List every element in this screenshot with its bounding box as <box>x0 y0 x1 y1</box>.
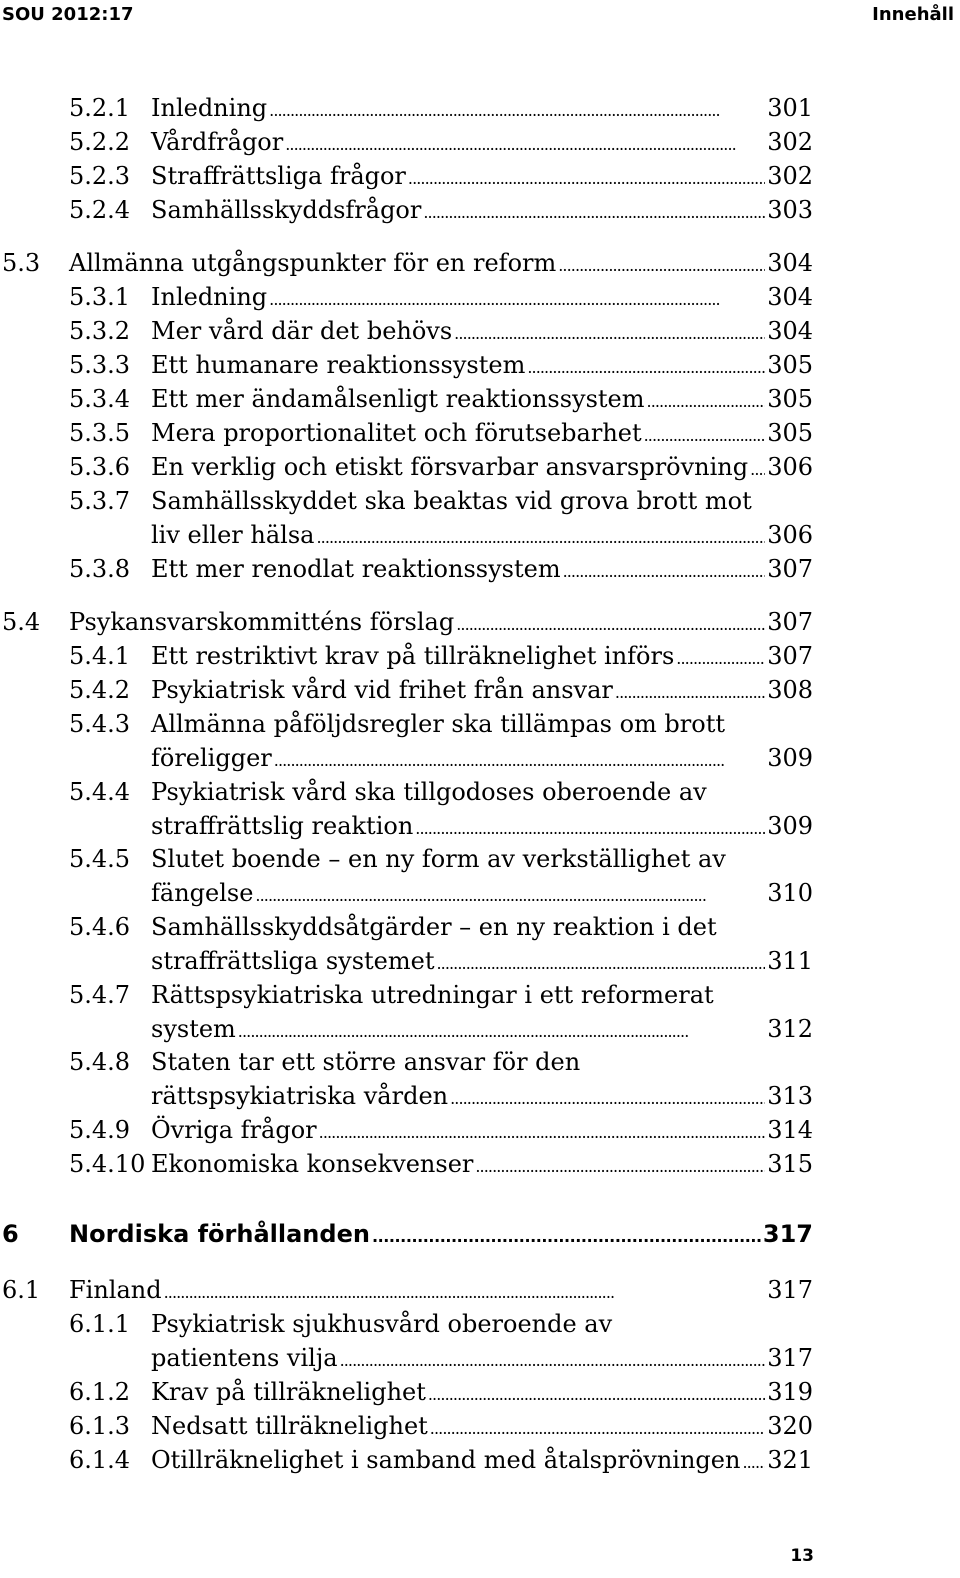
toc-entry-title: Övriga frågor <box>151 1116 317 1144</box>
toc-entry-page: 303 <box>767 196 813 224</box>
toc-entry-number: 5.3.5 <box>69 419 131 447</box>
dot-leader <box>238 1012 765 1049</box>
toc-entry-number: 5.3.3 <box>69 351 131 379</box>
toc-entry-title-line1: Psykiatrisk sjukhusvård oberoende av <box>151 1310 613 1338</box>
toc-entry-page: 304 <box>767 283 813 311</box>
toc-entry-title: Samhällsskyddsfrågor <box>151 196 422 224</box>
dot-leader <box>316 518 765 555</box>
toc-entry-title: En verklig och etiskt försvarbar ansvarsprövning <box>151 453 749 481</box>
toc-entry-number: 5.3.2 <box>69 317 131 345</box>
toc-entry-page: 314 <box>767 1116 813 1144</box>
dot-leader <box>558 246 765 283</box>
toc-entry-page: 308 <box>767 676 813 704</box>
toc-entry-title-line1: Samhällsskyddsåtgärder – en ny reaktion i det <box>151 913 717 941</box>
toc-entry-title: Inledning <box>151 283 268 311</box>
toc-entry-number: 6.1.3 <box>69 1412 131 1440</box>
toc-entry-number: 5.2.4 <box>69 196 131 224</box>
running-header <box>0 0 960 34</box>
toc-entry-title: Mera proportionalitet och förutsebarhet <box>151 419 642 447</box>
toc-entry-title: Psykiatrisk vård vid frihet från ansvar <box>151 676 613 704</box>
toc-entry-number: 5.3.7 <box>69 487 131 515</box>
toc-entry-page: 304 <box>767 317 813 345</box>
dot-leader <box>430 1409 765 1446</box>
toc-entry-number: 5.4.3 <box>69 710 131 738</box>
toc-entry-number: 5.2.3 <box>69 162 131 190</box>
toc-entry-title: Allmänna utgångspunkter för en reform <box>69 249 557 277</box>
toc-entry-number: 5.4.7 <box>69 981 131 1009</box>
dot-leader <box>372 1217 761 1254</box>
toc-entry-title-line1: Slutet boende – en ny form av verkställighet av <box>151 845 726 873</box>
dot-leader <box>269 91 765 128</box>
dot-leader <box>319 1113 766 1150</box>
toc-entry-title-line1: Allmänna påföljdsregler ska tillämpas om brott <box>151 710 725 738</box>
toc-entry-page: 315 <box>767 1150 813 1178</box>
toc-entry-page: 307 <box>767 555 813 583</box>
toc-entry-title: Krav på tillräknelighet <box>151 1378 426 1406</box>
toc-entry-page: 317 <box>767 1344 813 1372</box>
toc-entry-page: 301 <box>767 94 813 122</box>
dot-leader <box>676 639 765 676</box>
toc-entry-page: 304 <box>767 249 813 277</box>
dot-leader <box>423 193 765 230</box>
toc-entry-number: 5.4.10 <box>69 1150 146 1178</box>
toc-entry-number: 6.1.1 <box>69 1310 131 1338</box>
dot-leader <box>285 125 765 162</box>
toc-entry-page: 313 <box>767 1082 813 1110</box>
dot-leader <box>415 809 765 846</box>
toc-entry-title: system <box>151 1015 236 1043</box>
page-number: 13 <box>790 1546 814 1566</box>
toc-entry-title-line1: Staten tar ett större ansvar för den <box>151 1048 581 1076</box>
toc-entry-title: föreligger <box>151 744 272 772</box>
toc-entry-page: 305 <box>767 419 813 447</box>
dot-leader <box>450 1079 765 1116</box>
toc-entry-page: 317 <box>767 1276 813 1304</box>
section-title: Innehåll <box>872 4 954 25</box>
toc-chapter-title: Nordiska förhållanden <box>69 1220 370 1248</box>
toc-entry-number: 5.3.6 <box>69 453 131 481</box>
toc-entry-title: Inledning <box>151 94 268 122</box>
dot-leader <box>647 382 766 419</box>
document-id: SOU 2012:17 <box>2 4 134 25</box>
toc-entry-page: 310 <box>767 879 813 907</box>
toc-entry-title: Ett mer renodlat reaktionssystem <box>151 555 561 583</box>
toc-entry-number: 5.4.6 <box>69 913 131 941</box>
toc-entry-title: Psykansvarskommitténs förslag <box>69 608 455 636</box>
toc-entry-page: 309 <box>767 812 813 840</box>
toc-entry-page: 306 <box>767 521 813 549</box>
toc-entry-number: 5.4.2 <box>69 676 131 704</box>
toc-entry-number: 5.4.4 <box>69 778 131 806</box>
toc-entry-number: 5.4 <box>2 608 41 636</box>
toc-entry-number: 5.4.1 <box>69 642 131 670</box>
dot-leader <box>436 944 765 981</box>
toc-entry-page: 307 <box>767 608 813 636</box>
dot-leader <box>456 605 765 642</box>
toc-entry-page: 302 <box>767 162 813 190</box>
toc-entry-number: 5.3.1 <box>69 283 131 311</box>
toc-entry-number: 5.2.1 <box>69 94 131 122</box>
dot-leader <box>563 552 766 589</box>
dot-leader <box>742 1443 765 1480</box>
toc-entry-title: Otillräknelighet i samband med åtalsprövningen <box>151 1446 741 1474</box>
dot-leader <box>164 1273 766 1310</box>
dot-leader <box>428 1375 765 1412</box>
toc-entry-title: Straffrättsliga frågor <box>151 162 406 190</box>
toc-entry-number: 5.4.5 <box>69 845 131 873</box>
toc-entry-title: Finland <box>69 1276 162 1304</box>
toc-chapter-page: 317 <box>762 1220 813 1248</box>
dot-leader <box>750 450 765 487</box>
toc-entry-title: Ett humanare reaktionssystem <box>151 351 526 379</box>
toc-entry-title: Ett restriktivt krav på tillräknelighet införs <box>151 642 675 670</box>
toc-entry-number: 5.3.8 <box>69 555 131 583</box>
toc-entry-page: 311 <box>767 947 813 975</box>
toc-entry-title-line1: Samhällsskyddet ska beaktas vid grova brott mot <box>151 487 752 515</box>
toc-entry-number: 5.3.4 <box>69 385 131 413</box>
toc-entry-title: fängelse <box>151 879 254 907</box>
toc-entry-number: 5.3 <box>2 249 41 277</box>
toc-entry-page: 321 <box>767 1446 813 1474</box>
toc-entry-page: 309 <box>767 744 813 772</box>
dot-leader <box>475 1147 765 1184</box>
toc-entry-title-line1: Psykiatrisk vård ska tillgodoses oberoende av <box>151 778 707 806</box>
toc-entry-title: Ett mer ändamålsenligt reaktionssystem <box>151 385 645 413</box>
toc-entry-page: 312 <box>767 1015 813 1043</box>
toc-entry-title: liv eller hälsa <box>151 521 315 549</box>
toc-entry-title: Mer vård där det behövs <box>151 317 453 345</box>
toc-entry-page: 306 <box>767 453 813 481</box>
toc-chapter-number: 6 <box>2 1220 19 1248</box>
toc-entry-title-line1: Rättspsykiatriska utredningar i ett reformerat <box>151 981 714 1009</box>
dot-leader <box>454 314 765 351</box>
toc-entry-page: 319 <box>767 1378 813 1406</box>
toc-entry-page: 302 <box>767 128 813 156</box>
dot-leader <box>340 1341 766 1378</box>
dot-leader <box>408 159 765 196</box>
dot-leader <box>274 741 765 778</box>
toc-entry-title: Vårdfrågor <box>151 128 284 156</box>
toc-entry-title: Ekonomiska konsekvenser <box>151 1150 474 1178</box>
toc-entry-title: straffrättslig reaktion <box>151 812 414 840</box>
toc-entry-number: 6.1 <box>2 1276 41 1304</box>
toc-entry-number: 5.2.2 <box>69 128 131 156</box>
toc-entry-page: 305 <box>767 385 813 413</box>
toc-entry-number: 6.1.2 <box>69 1378 131 1406</box>
toc-entry-title: straffrättsliga systemet <box>151 947 435 975</box>
toc-entry-number: 5.4.9 <box>69 1116 131 1144</box>
toc-entry-number: 5.4.8 <box>69 1048 131 1076</box>
dot-leader <box>615 673 765 710</box>
toc-entry-number: 6.1.4 <box>69 1446 131 1474</box>
dot-leader <box>644 416 766 453</box>
toc-entry-title: Nedsatt tillräknelighet <box>151 1412 428 1440</box>
toc-entry-page: 305 <box>767 351 813 379</box>
dot-leader <box>269 280 765 317</box>
dot-leader <box>527 348 765 385</box>
toc-entry-page: 307 <box>767 642 813 670</box>
dot-leader <box>255 876 765 913</box>
toc-entry-title: patientens vilja <box>151 1344 338 1372</box>
toc-entry-title: rättspsykiatriska vården <box>151 1082 449 1110</box>
toc-entry-page: 320 <box>767 1412 813 1440</box>
